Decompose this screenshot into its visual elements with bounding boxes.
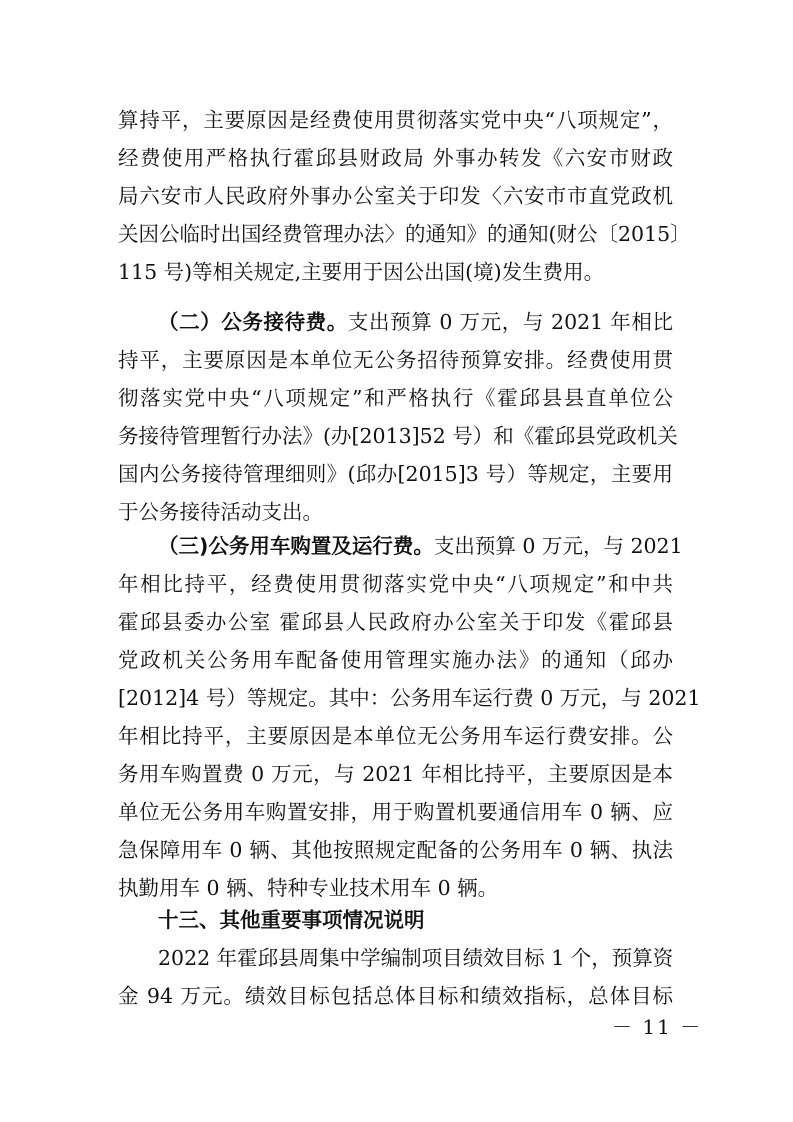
paragraph-line: 年相比持平，经费使用贯彻落实党中央“八项规定”和中共 [118, 572, 673, 596]
subsection-heading-reception: （二）公务接待费。 [158, 310, 348, 334]
paragraph-text: 支出预算 0 万元，与 2021 [433, 534, 683, 558]
paragraph-first-line [158, 304, 673, 340]
paragraph-line: 年相比持平，主要原因是本单位无公务用车运行费安排。公 [118, 724, 673, 748]
paragraph-text: 支出预算 0 万元，与 2021 年相比 [347, 310, 674, 334]
paragraph-line: 金 94 万元。绩效目标包括总体目标和绩效指标，总体目标 [118, 984, 673, 1008]
paragraph-line: 霍邱县委办公室 霍邱县人民政府办公室关于印发《霍邱县 [118, 610, 673, 634]
paragraph-line: 2022 年霍邱县周集中学编制项目绩效目标 1 个，预算资 [158, 946, 674, 970]
paragraph-line: [2012]4 号）等规定。其中：公务用车运行费 0 万元，与 2021 [118, 686, 701, 710]
paragraph-line: 执勤用车 0 辆、特种专业技术用车 0 辆。 [118, 876, 499, 900]
paragraph-line: 彻落实党中央“八项规定”和严格执行《霍邱县县直单位公 [118, 386, 673, 410]
paragraph-line: 务用车购置费 0 万元，与 2021 年相比持平，主要原因是本 [118, 762, 673, 786]
paragraph-line: 持平，主要原因是本单位无公务招待预算安排。经费使用贯 [118, 348, 673, 372]
paragraph-line: 党政机关公务用车配备使用管理实施办法》的通知（邱办 [118, 648, 673, 672]
subsection-heading-vehicles: （三)公务用车购置及运行费。 [158, 534, 434, 558]
paragraph-line: 单位无公务用车购置安排，用于购置机要通信用车 0 辆、应 [118, 800, 673, 824]
paragraph-line: 于公务接待活动支出。 [118, 500, 323, 524]
paragraph-line: 115 号)等相关规定,主要用于因公出国(境)发生费用。 [118, 260, 605, 284]
paragraph-line: 国内公务接待管理细则》(邱办[2015]3 号）等规定，主要用 [118, 462, 673, 486]
paragraph-line: 算持平，主要原因是经费使用贯彻落实党中央“八项规定”， [118, 108, 673, 132]
paragraph-line: 局六安市人民政府外事办公室关于印发〈六安市市直党政机 [118, 184, 673, 208]
page-number: － 11 － [612, 1015, 703, 1039]
section-heading: 十三、其他重要事项情况说明 [158, 908, 425, 932]
paragraph-line: 务接待管理暂行办法》(办[2013]52 号）和《霍邱县党政机关 [118, 424, 678, 448]
paragraph-line: 经费使用严格执行霍邱县财政局 外事办转发《六安市财政 [118, 146, 673, 170]
paragraph-first-line [158, 528, 683, 564]
paragraph-line: 急保障用车 0 辆、其他按照规定配备的公务用车 0 辆、执法 [118, 838, 673, 862]
paragraph-line: 关因公临时出国经费管理办法〉的通知》的通知(财公〔2015〕 [118, 222, 691, 246]
